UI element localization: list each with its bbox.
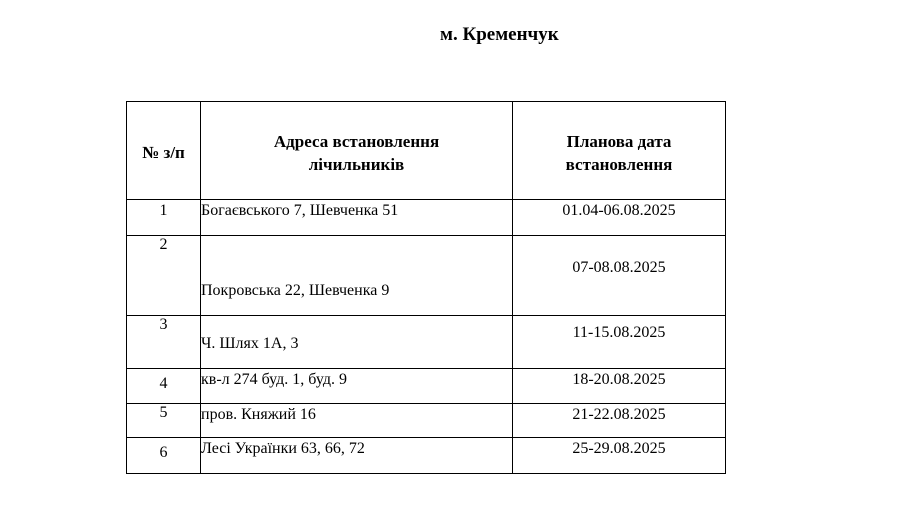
header-address-line1: Адреса встановлення <box>273 131 440 151</box>
row-number: 1 <box>127 200 201 236</box>
row-address: Богаєвського 7, Шевченка 51 <box>201 200 513 236</box>
row-date: 25-29.08.2025 <box>513 438 726 474</box>
row-number: 3 <box>127 316 201 369</box>
row-date: 21-22.08.2025 <box>513 404 726 438</box>
row-number: 6 <box>127 438 201 474</box>
table-row <box>127 369 726 404</box>
row-address: кв-л 274 буд. 1, буд. 9 <box>201 369 513 404</box>
header-number: № з/п <box>127 102 201 200</box>
row-address: Покровська 22, Шевченка 9 <box>201 236 513 316</box>
table-row <box>127 438 726 474</box>
header-date <box>513 102 726 200</box>
table-row <box>127 200 726 236</box>
row-number: 5 <box>127 404 201 438</box>
row-date: 18-20.08.2025 <box>513 369 726 404</box>
row-date: 07-08.08.2025 <box>513 236 726 316</box>
table-row <box>127 404 726 438</box>
row-number: 2 <box>127 236 201 316</box>
header-address <box>201 102 513 200</box>
city-title: м. Кременчук <box>440 24 559 45</box>
row-address: Лесі Українки 63, 66, 72 <box>201 438 513 474</box>
row-date: 01.04-06.08.2025 <box>513 200 726 236</box>
row-address: пров. Княжий 16 <box>201 404 513 438</box>
header-date-line1: Планова дата <box>566 131 672 151</box>
row-address: Ч. Шлях 1А, 3 <box>201 316 513 369</box>
row-number: 4 <box>127 369 201 404</box>
table-header-row <box>127 102 726 200</box>
header-address-line2: лічильників <box>308 154 405 174</box>
row-date: 11-15.08.2025 <box>513 316 726 369</box>
table-row <box>127 316 726 369</box>
table-row <box>127 236 726 316</box>
installation-schedule-table <box>126 101 726 474</box>
header-date-line2: встановлення <box>565 154 673 174</box>
